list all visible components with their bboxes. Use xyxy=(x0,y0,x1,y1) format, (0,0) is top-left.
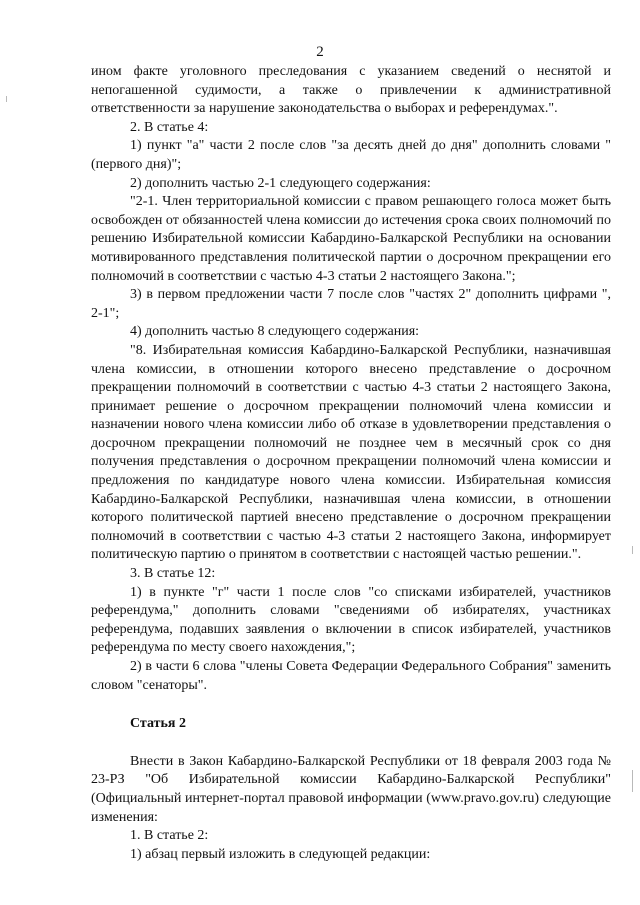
article-heading: Статья 2 xyxy=(130,716,186,732)
paragraph: Внести в Закон Кабардино-Балкарской Республики от 18 февраля 2003 года № 23-РЗ "Об Избирательной комиссии Кабардино-Балкарской Республики" (Официальный интернет-портал правовой информации (www.pravo.gov.ru) следующие изменения: xyxy=(91,753,611,825)
scan-edge-mark xyxy=(6,96,7,102)
paragraph: ином факте уголовного преследования с указанием сведений о неснятой и непогашенной судимости, а также о привлечении к административной ответственности за нарушение законодательства о выборах и референдумах.". xyxy=(91,64,611,117)
page-number: 2 xyxy=(316,44,324,60)
paragraph: "2-1. Член территориальной комиссии с правом решающего голоса может быть освобожден от обязанностей члена комиссии до истечения срока своих полномочий по решению Избирательной комиссии Кабардино-Балкарской Республики на основании мотивированного представления политической партии о досрочном прекращении его полномочий в соответствии с частью 4-3 статьи 2 настоящего Закона."; xyxy=(91,194,611,284)
paragraph: 1) пункт "а" части 2 после слов "за десять дней до дня" дополнить словами "(первого дня)"; xyxy=(91,138,611,172)
paragraph: 1) в пункте "г" части 1 после слов "со списками избирателей, участников референдума," дополнить словами "сведениями об избирателях, участниках референдума, подавших заявления о включении в список избирателей, участников референдума по месту своего нахождения,"; xyxy=(91,584,611,656)
paragraph: "8. Избирательная комиссия Кабардино-Балкарской Республики, назначившая члена комиссии, в отношении которого внесено представление о досрочном прекращении полномочий в соответствии с частью 4-3 статьи 2 настоящего Закона, принимает решение о досрочном прекращении полномочий члена комиссии и назначении нового члена комиссии либо об отказе в удовлетворении представления о досрочном прекращении полномочий не позднее чем в месячный срок со дня получения представления о досрочном прекращении полномочий члена комиссии и предложения по кандидатуре нового члена комиссии. Избирательная комиссия Кабардино-Балкарской Республики, назначившая члена комиссии, в отношении которого политической партией внесено представление о досрочном прекращении полномочий в соответствии с частью 4-3 статьи 2 настоящего Закона, информирует политическую партию о принятом в соответствии с настоящей частью решении.". xyxy=(91,342,611,563)
paragraph: 2) дополнить частью 2-1 следующего содержания: xyxy=(130,175,431,191)
paragraph: 3) в первом предложении части 7 после слов "частях 2" дополнить цифрами ", 2-1"; xyxy=(91,287,611,321)
paragraph: 1) абзац первый изложить в следующей редакции: xyxy=(130,846,431,862)
paragraph: 4) дополнить частью 8 следующего содержания: xyxy=(130,324,420,340)
scan-edge-mark xyxy=(632,546,633,554)
document-body xyxy=(91,63,611,864)
paragraph: 3. В статье 12: xyxy=(130,566,216,582)
paragraph: 1. В статье 2: xyxy=(130,828,209,844)
scan-edge-mark xyxy=(632,770,633,792)
paragraph: 2) в части 6 слова "члены Совета Федерации Федерального Собрания" заменить словом "сенаторы". xyxy=(91,659,611,693)
paragraph: 2. В статье 4: xyxy=(130,119,209,135)
